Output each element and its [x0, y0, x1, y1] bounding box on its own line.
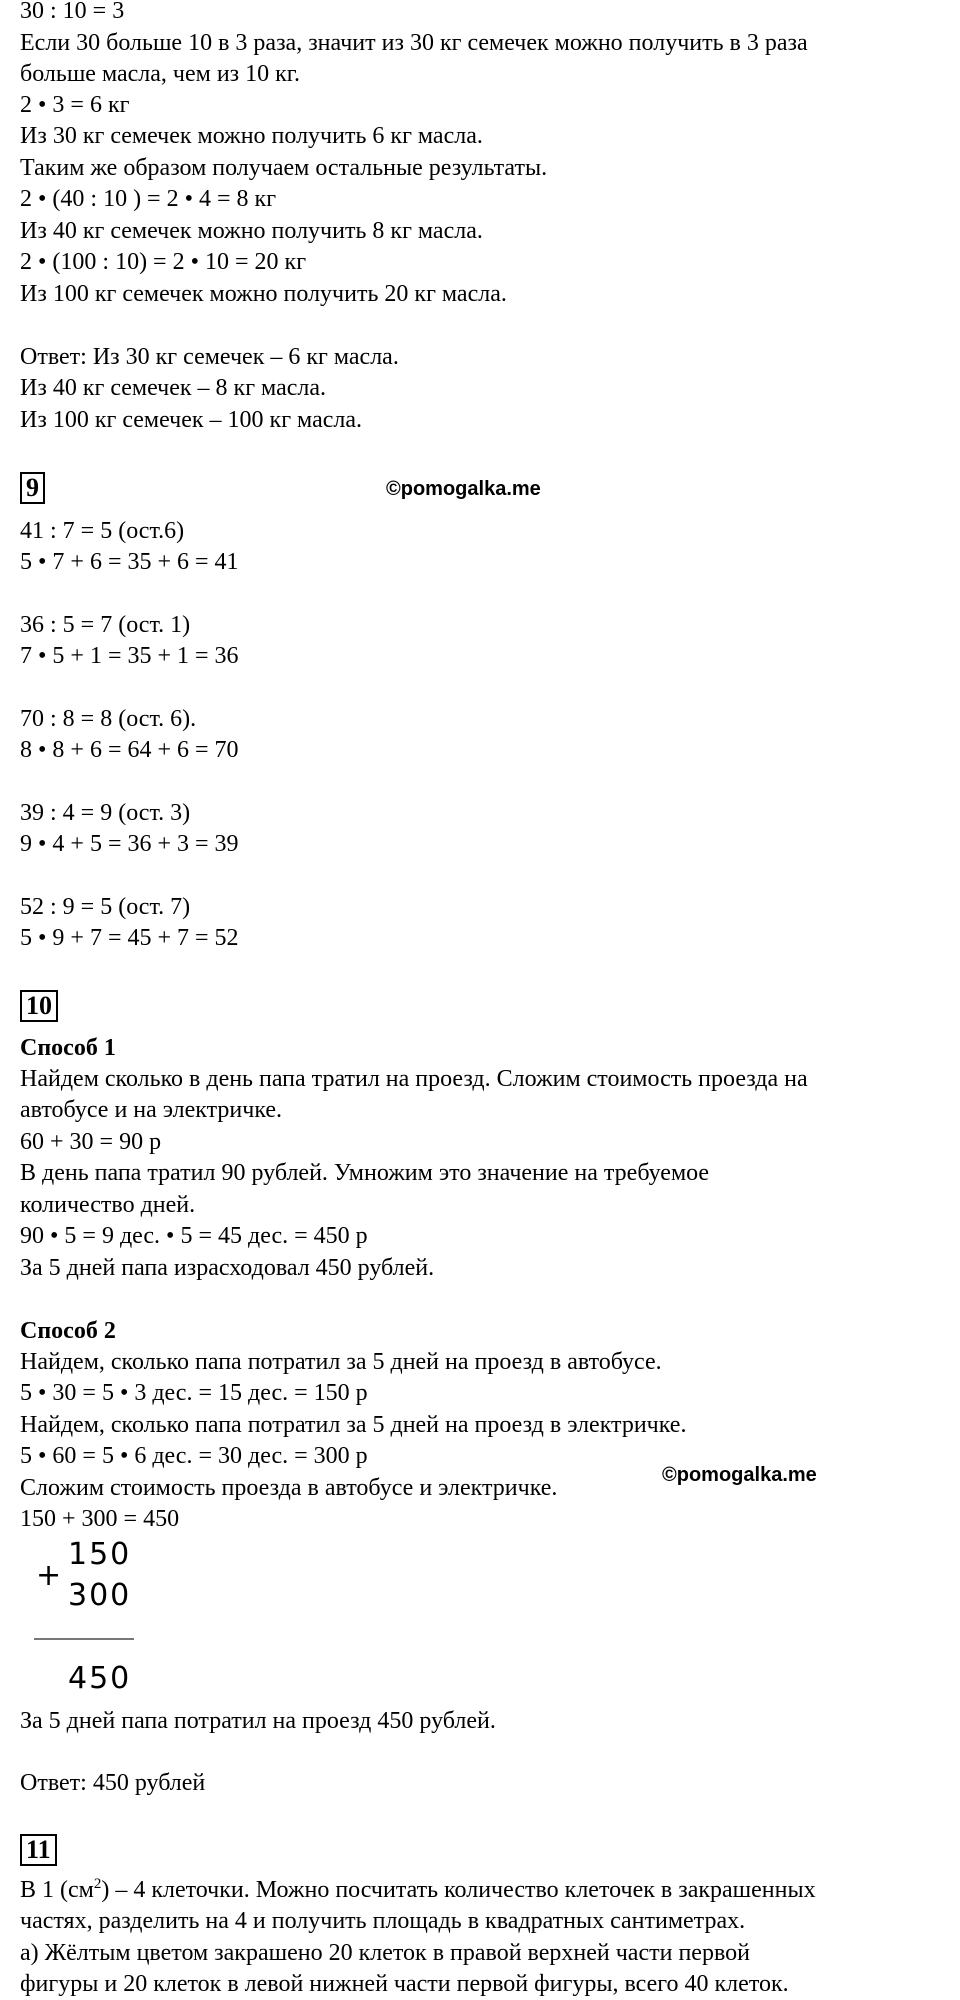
- equation-line: 36 : 5 = 7 (ост. 1): [20, 612, 191, 638]
- method-heading: Способ 2: [20, 1318, 116, 1344]
- equation-line: 70 : 8 = 8 (ост. 6).: [20, 706, 197, 732]
- text-line: За 5 дней папа потратил на проезд 450 рублей.: [20, 1708, 496, 1734]
- text-line: а) Жёлтым цветом закрашено 20 клеток в правой верхней части первой: [20, 1940, 750, 1966]
- watermark: ©pomogalka.me: [662, 1464, 817, 1486]
- equation-line: 52 : 9 = 5 (ост. 7): [20, 894, 191, 920]
- text-line: фигуры и 20 клеток в левой нижней части первой фигуры, всего 40 клеток.: [20, 1971, 789, 1997]
- column-addend-2: 300: [68, 1578, 132, 1613]
- equation-line: 5 • 7 + 6 = 35 + 6 = 41: [20, 549, 239, 575]
- column-addend-1: 150: [68, 1537, 132, 1572]
- answer-line: Ответ: Из 30 кг семечек – 6 кг масла.: [20, 344, 399, 370]
- text-line: 2 • (100 : 10) = 2 • 10 = 20 кг: [20, 249, 307, 275]
- text-line: 2 • (40 : 10 ) = 2 • 4 = 8 кг: [20, 186, 277, 212]
- superscript: 2: [93, 1876, 102, 1892]
- watermark: ©pomogalka.me: [386, 478, 541, 500]
- text-line: автобусе и на электричке.: [20, 1097, 283, 1123]
- text-line: В день папа тратил 90 рублей. Умножим это значение на требуемое: [20, 1160, 710, 1186]
- answer-line: Из 100 кг семечек – 100 кг масла.: [20, 407, 362, 433]
- text-line: 90 • 5 = 9 дес. • 5 = 45 дес. = 450 р: [20, 1223, 368, 1249]
- plus-sign: +: [36, 1558, 62, 1593]
- text-line: [20, 1875, 816, 1905]
- text-line: 60 + 30 = 90 р: [20, 1129, 162, 1155]
- text-line: Таким же образом получаем остальные результаты.: [20, 155, 548, 181]
- text-line: Найдем, сколько папа потратил за 5 дней на проезд в электричке.: [20, 1412, 687, 1438]
- text-line: Найдем, сколько папа потратил за 5 дней на проезд в автобусе.: [20, 1349, 662, 1375]
- text-line: Из 30 кг семечек можно получить 6 кг масла.: [20, 123, 483, 149]
- method-heading: Способ 1: [20, 1035, 116, 1061]
- column-sum-line: [34, 1638, 134, 1640]
- text-line: 30 : 10 = 3: [20, 0, 125, 24]
- equation-line: 39 : 4 = 9 (ост. 3): [20, 800, 191, 826]
- text-part: ) – 4 клеточки. Можно посчитать количество клеточек в закрашенных: [101, 1877, 816, 1903]
- equation-line: 9 • 4 + 5 = 36 + 3 = 39: [20, 831, 239, 857]
- text-line: больше масла, чем из 10 кг.: [20, 61, 300, 87]
- answer-line: Из 40 кг семечек – 8 кг масла.: [20, 375, 326, 401]
- text-line: Найдем сколько в день папа тратил на проезд. Сложим стоимость проезда на: [20, 1066, 808, 1092]
- text-line: 5 • 30 = 5 • 3 дес. = 15 дес. = 150 р: [20, 1380, 368, 1406]
- text-line: 150 + 300 = 450: [20, 1506, 180, 1532]
- task-number-9: 9: [20, 472, 45, 504]
- text-line: Из 100 кг семечек можно получить 20 кг масла.: [20, 281, 507, 307]
- text-part: В 1 (см: [20, 1877, 94, 1903]
- text-line: 5 • 60 = 5 • 6 дес. = 30 дес. = 300 р: [20, 1443, 368, 1469]
- text-line: Из 40 кг семечек можно получить 8 кг масла.: [20, 218, 483, 244]
- text-line: Если 30 больше 10 в 3 раза, значит из 30 кг семечек можно получить в 3 раза: [20, 30, 808, 56]
- text-line: За 5 дней папа израсходовал 450 рублей.: [20, 1255, 435, 1281]
- equation-line: 41 : 7 = 5 (ост.6): [20, 518, 185, 544]
- answer-line: Ответ: 450 рублей: [20, 1770, 206, 1796]
- task-number-11: 11: [20, 1834, 57, 1866]
- task-number-10: 10: [20, 990, 58, 1022]
- equation-line: 7 • 5 + 1 = 35 + 1 = 36: [20, 643, 239, 669]
- text-line: Сложим стоимость проезда в автобусе и электричке.: [20, 1475, 558, 1501]
- equation-line: 5 • 9 + 7 = 45 + 7 = 52: [20, 925, 239, 951]
- text-line: частях, разделить на 4 и получить площадь в квадратных сантиметрах.: [20, 1908, 746, 1934]
- text-line: количество дней.: [20, 1192, 196, 1218]
- equation-line: 8 • 8 + 6 = 64 + 6 = 70: [20, 737, 239, 763]
- column-sum: 450: [68, 1661, 132, 1696]
- text-line: 2 • 3 = 6 кг: [20, 92, 130, 118]
